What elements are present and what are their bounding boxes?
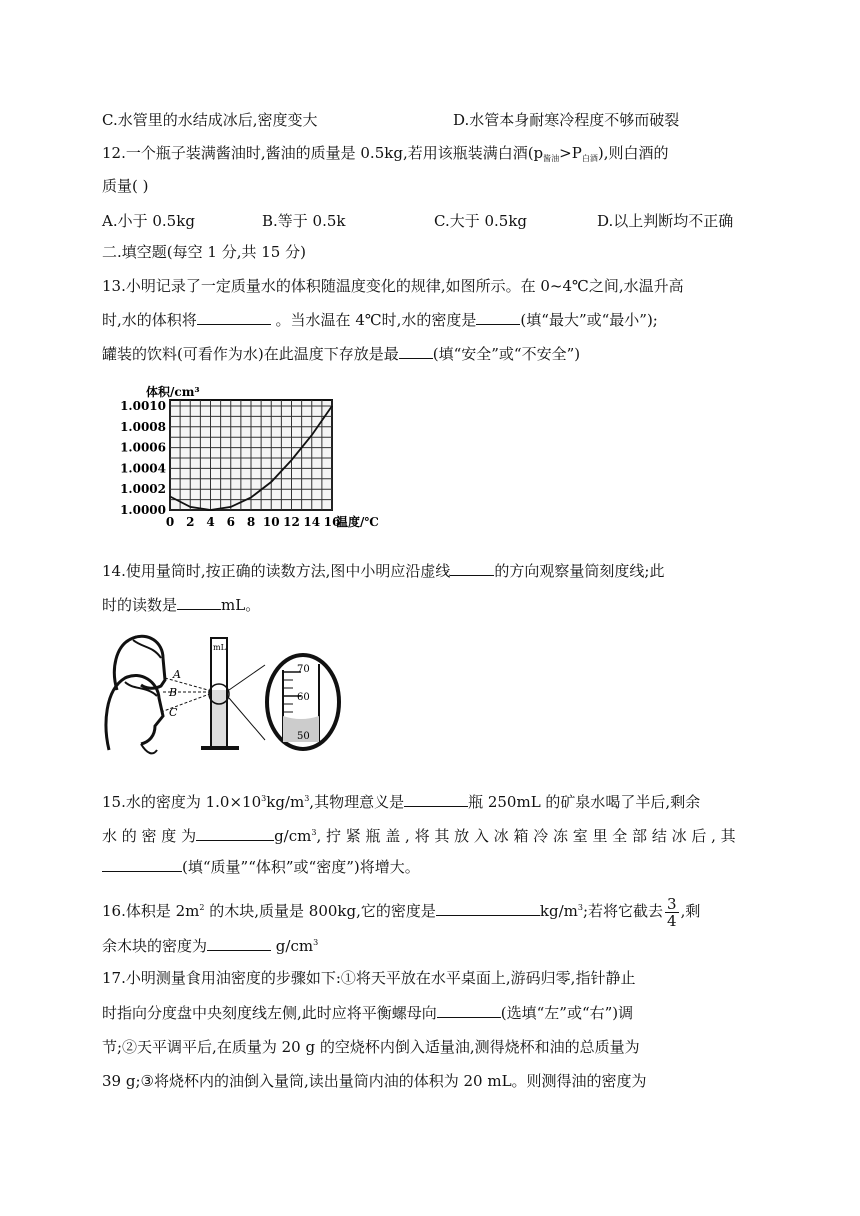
q11-option-c: C.水管里的水结成冰后,密度变大 <box>102 111 318 129</box>
volume-temperature-chart <box>112 378 402 543</box>
cylinder-unit-label: mL <box>213 643 226 652</box>
chart-y-tick: 1.0002 <box>120 482 166 497</box>
answer-blank <box>102 857 182 872</box>
line-b-label: B <box>169 686 178 699</box>
answer-blank <box>196 826 274 841</box>
chart-x-tick: 14 <box>303 515 321 529</box>
chart-y-tick: 1.0004 <box>120 461 166 476</box>
q12-option-a: A.小于 0.5kg <box>102 212 195 230</box>
chart-x-tick: 4 <box>206 515 215 529</box>
q15-line1: 15.水的密度为 $1.0\times 10^3kg/m^3$,其物理意义是 瓶 250mL 的矿泉水喝了半后,剩余 <box>102 793 701 811</box>
q14-line2: 时的读数是 mL。 <box>102 596 261 614</box>
answer-blank <box>404 792 468 807</box>
section-title: 二.填空题(每空 1 分,共 15 分) <box>102 243 306 261</box>
q13-line3: 罐装的饮料(可看作为水)在此温度下存放是最 (填“安全”或“不安全”) <box>102 345 581 363</box>
q17-line2: 时指向分度盘中央刻度线左侧,此时应将平衡螺母向 (选填“左”或“右”)调 <box>102 1004 634 1022</box>
q17-line1: 17.小明测量食用油密度的步骤如下:①将天平放在水平桌面上,游码归零,指针静止 <box>102 969 636 987</box>
q15-line3: (填“质量”“体积”或“密度”)将增大。 <box>102 856 420 878</box>
q12-option-c: C.大于 0.5kg <box>434 212 528 230</box>
chart-y-axis-label: 体积/cm³ <box>146 385 200 399</box>
q14-line1: 14.使用量筒时,按正确的读数方法,图中小明应沿虚线 的方向观察量筒刻度线;此 <box>102 562 665 580</box>
q16-line1: 16.体积是 $2m^2$ 的木块,质量是 800kg,它的密度是 $kg/m^3$;若将它截去 $\frac{3}{4}$ ,剩 <box>102 894 701 930</box>
chart-y-tick: 1.0006 <box>120 440 166 455</box>
chart-x-tick: 16 <box>323 515 341 529</box>
q17-line3: 节;②天平调平后,在质量为 20 g 的空烧杯内倒入适量油,测得烧杯和油的总质量为 <box>102 1038 640 1056</box>
chart-x-tick: 2 <box>186 515 195 529</box>
scale-mark-70: 70 <box>297 664 310 675</box>
scale-mark-60: 60 <box>297 692 310 703</box>
q11-option-d: D.水管本身耐寒冷程度不够而破裂 <box>453 111 680 129</box>
chart-x-axis-label: 温度/℃ <box>336 515 379 529</box>
chart-x-tick: 8 <box>246 515 256 529</box>
chart-x-tick: 10 <box>262 515 280 529</box>
q13-line1: 13.小明记录了一定质量水的体积随温度变化的规律,如图所示。在 0~4℃之间,水温升高 <box>102 277 684 295</box>
q12-stem-line2: 质量( ) <box>102 177 149 195</box>
q16-line2: 余木块的密度为 $g/cm^3$ <box>102 937 319 955</box>
answer-blank <box>207 936 271 951</box>
answer-blank <box>476 310 520 325</box>
q15-line2: 水 的 密 度 为 $g/cm^3$, 拧 紧 瓶 盖 , 将 其 放 入 冰 箱 冷 冻 室 里 全 部 结 冰 后 , 其 <box>102 827 736 845</box>
answer-blank <box>177 595 221 610</box>
chart-x-tick: 12 <box>283 515 300 529</box>
q12-option-d: D.以上判断均不正确 <box>597 212 734 230</box>
chart-x-tick: 0 <box>165 515 175 529</box>
chart-y-tick: 1.0000 <box>120 503 166 517</box>
line-a-label: A <box>173 668 181 681</box>
q17-line4: 39 g;③将烧杯内的油倒入量筒,读出量筒内油的体积为 20 mL。则测得油的密度为 <box>102 1072 647 1090</box>
q12-option-b: B.等于 0.5k <box>262 212 346 230</box>
line-c-label: C <box>169 706 178 719</box>
q12-stem: 12.一个瓶子装满酱油时,酱油的质量是 0.5kg,若用该瓶装满白酒$(p_{酱油}>P_{白酒})$,则白酒的 <box>102 144 669 163</box>
answer-blank <box>450 561 494 576</box>
answer-blank <box>437 1003 501 1018</box>
fraction-three-quarters: $\frac{3}{4}$ <box>667 894 677 930</box>
q13-line2: 时,水的体积将 。当水温在 4℃时,水的密度是 (填“最大”或“最小”); <box>102 311 658 329</box>
answer-blank <box>436 901 540 916</box>
chart-y-tick: 1.0008 <box>120 419 166 434</box>
chart-y-tick: 1.0010 <box>120 399 166 413</box>
answer-blank <box>197 310 271 325</box>
scale-mark-50: 50 <box>297 731 310 742</box>
chart-x-tick: 6 <box>226 515 235 529</box>
answer-blank <box>399 344 433 359</box>
graduated-cylinder-figure <box>103 630 348 760</box>
